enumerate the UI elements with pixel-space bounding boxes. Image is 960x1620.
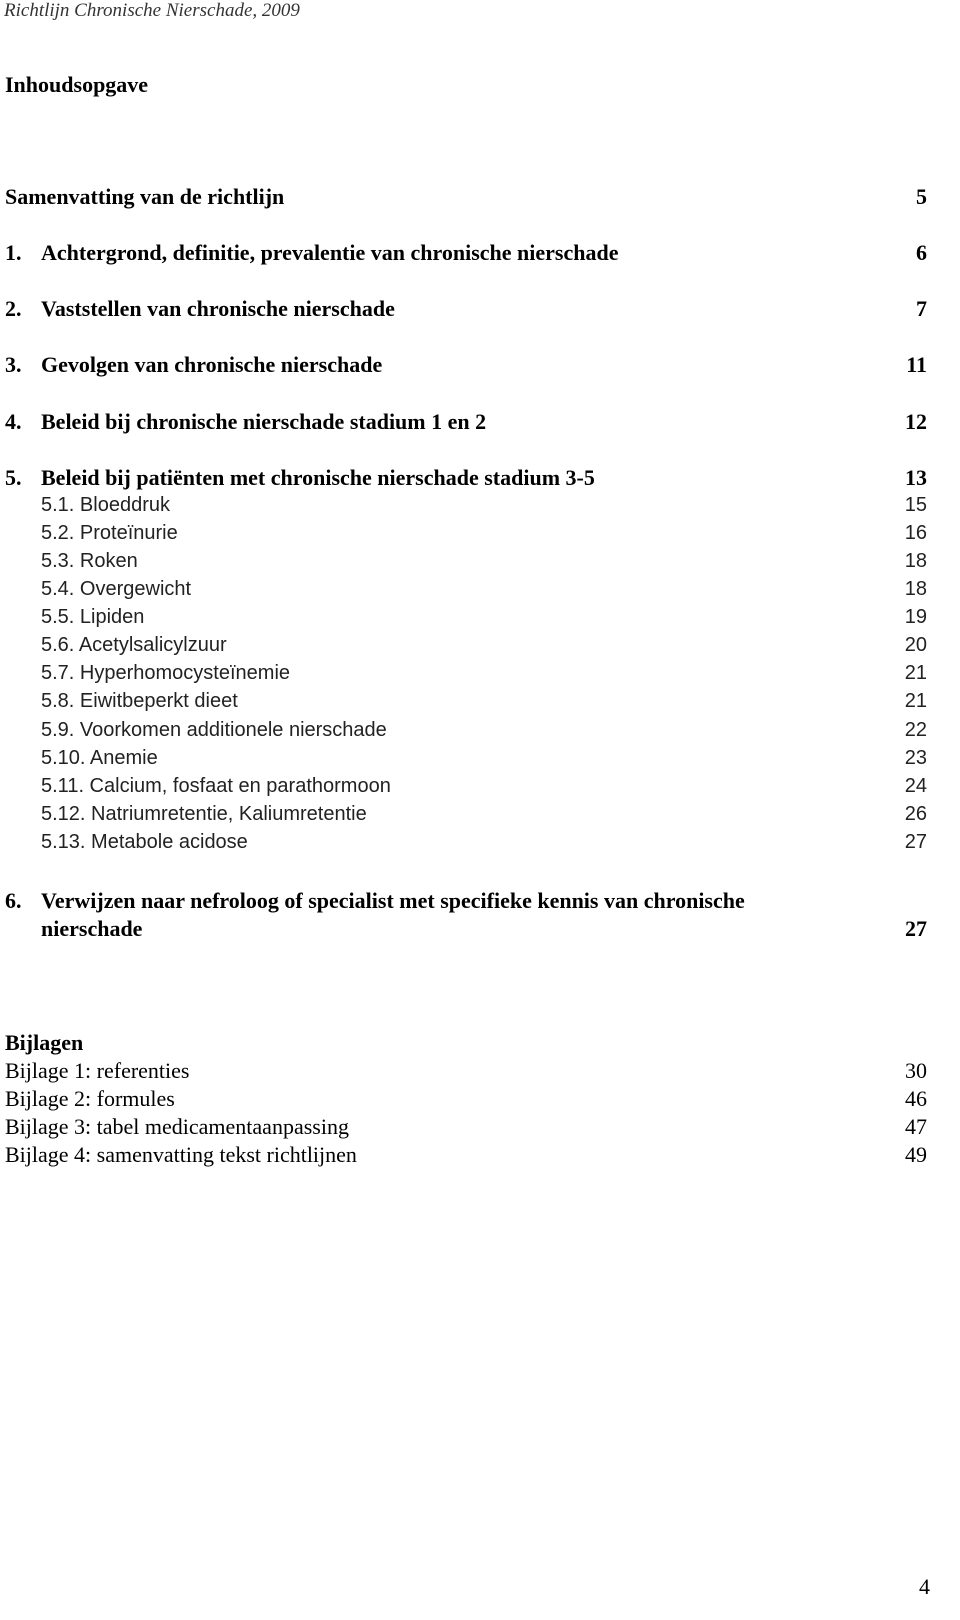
chapter-number: 2. bbox=[5, 296, 22, 321]
appendix-entry[interactable] bbox=[5, 1142, 927, 1168]
toc-entry-chapter-5[interactable] bbox=[5, 465, 927, 491]
toc-entry-label: 5.2. Proteïnurie bbox=[41, 522, 178, 544]
toc-entry-label-continued: nierschade bbox=[41, 916, 143, 941]
toc-entry-label: 5.12. Natriumretentie, Kaliumretentie bbox=[41, 803, 367, 825]
chapter-number: 1. bbox=[5, 240, 22, 265]
toc-entry-chapter-2[interactable] bbox=[5, 296, 927, 322]
toc-entry-label: 5.8. Eiwitbeperkt dieet bbox=[41, 690, 238, 712]
toc-entry-page: 19 bbox=[904, 606, 927, 628]
appendix-page: 30 bbox=[905, 1058, 927, 1083]
appendix-page: 47 bbox=[905, 1114, 927, 1139]
toc-entry-label: Samenvatting van de richtlijn bbox=[5, 184, 285, 209]
toc-entry-subsection[interactable] bbox=[5, 494, 927, 517]
toc-entry-chapter-3[interactable] bbox=[5, 352, 927, 378]
toc-entry-page: 27 bbox=[904, 831, 927, 853]
toc-entry-subsection[interactable] bbox=[5, 634, 927, 657]
toc-entry-subsection[interactable] bbox=[5, 747, 927, 770]
toc-entry-subsection[interactable] bbox=[5, 775, 927, 798]
toc-entry-label: 5.11. Calcium, fosfaat en parathormoon bbox=[41, 775, 391, 797]
toc-entry-subsection[interactable] bbox=[5, 550, 927, 573]
toc-entry-label: 5.10. Anemie bbox=[41, 747, 158, 769]
toc-entry-label: 5.6. Acetylsalicylzuur bbox=[41, 634, 227, 656]
toc-entry-subsection[interactable] bbox=[5, 690, 927, 713]
toc-entry-chapter-4[interactable] bbox=[5, 409, 927, 435]
toc-entry-summary[interactable] bbox=[5, 184, 927, 210]
toc-entry-label: 5.9. Voorkomen additionele nierschade bbox=[41, 719, 387, 741]
toc-entry-page: 18 bbox=[904, 578, 927, 600]
chapter-number: 6. bbox=[5, 888, 22, 913]
toc-entry-label: Gevolgen van chronische nierschade bbox=[41, 352, 383, 377]
toc-title: Inhoudsopgave bbox=[5, 72, 149, 97]
running-header: Richtlijn Chronische Nierschade, 2009 bbox=[4, 0, 300, 21]
chapter-number: 3. bbox=[5, 352, 22, 377]
appendix-page: 49 bbox=[905, 1142, 927, 1167]
toc-entry-page: 15 bbox=[904, 494, 927, 516]
toc-entry-subsection[interactable] bbox=[5, 662, 927, 685]
toc-entry-page: 7 bbox=[916, 296, 927, 321]
appendix-label: Bijlage 1: referenties bbox=[5, 1058, 190, 1083]
appendix-label: Bijlage 3: tabel medicamentaanpassing bbox=[5, 1114, 349, 1139]
appendices-title: Bijlagen bbox=[5, 1030, 84, 1055]
appendix-entry[interactable] bbox=[5, 1058, 927, 1084]
toc-entry-page: 23 bbox=[904, 747, 927, 769]
chapter-number: 4. bbox=[5, 409, 22, 434]
toc-entry-label: 5.1. Bloeddruk bbox=[41, 494, 170, 516]
toc-entry-page: 16 bbox=[904, 522, 927, 544]
toc-entry-label: Vaststellen van chronische nierschade bbox=[41, 296, 395, 321]
toc-entry-label: 5.7. Hyperhomocysteïnemie bbox=[41, 662, 291, 684]
toc-entry-page: 20 bbox=[904, 634, 927, 656]
page-number: 4 bbox=[919, 1574, 930, 1599]
toc-entry-subsection[interactable] bbox=[5, 831, 927, 854]
toc-entry-subsection[interactable] bbox=[5, 606, 927, 629]
toc-entry-page: 6 bbox=[916, 240, 927, 265]
toc-entry-page: 27 bbox=[905, 916, 927, 941]
appendix-label: Bijlage 2: formules bbox=[5, 1086, 175, 1111]
chapter-number: 5. bbox=[5, 465, 22, 490]
toc-entry-page: 26 bbox=[904, 803, 927, 825]
toc-entry-page: 5 bbox=[916, 184, 927, 209]
toc-entry-label: Achtergrond, definitie, prevalentie van chronische nierschade bbox=[41, 240, 619, 265]
toc-entry-page: 13 bbox=[905, 465, 927, 490]
toc-entry-label: 5.3. Roken bbox=[41, 550, 138, 572]
toc-entry-chapter-1[interactable] bbox=[5, 240, 927, 266]
toc-entry-page: 12 bbox=[905, 409, 927, 434]
toc-entry-page: 24 bbox=[904, 775, 927, 797]
appendix-page: 46 bbox=[905, 1086, 927, 1111]
toc-entry-subsection[interactable] bbox=[5, 803, 927, 826]
toc-entry-label: Beleid bij chronische nierschade stadium 1 en 2 bbox=[41, 409, 487, 434]
toc-entry-page: 11 bbox=[906, 352, 927, 377]
toc-entry-page: 22 bbox=[904, 719, 927, 741]
toc-entry-label: 5.5. Lipiden bbox=[41, 606, 145, 628]
appendix-entry[interactable] bbox=[5, 1086, 927, 1112]
toc-entry-page: 21 bbox=[904, 690, 927, 712]
toc-entry-subsection[interactable] bbox=[5, 522, 927, 545]
appendix-entry[interactable] bbox=[5, 1114, 927, 1140]
appendix-label: Bijlage 4: samenvatting tekst richtlijnen bbox=[5, 1142, 357, 1167]
toc-entry-label: 5.13. Metabole acidose bbox=[41, 831, 248, 853]
toc-entry-label: Beleid bij patiënten met chronische nierschade stadium 3-5 bbox=[41, 465, 595, 490]
toc-entry-subsection[interactable] bbox=[5, 578, 927, 601]
toc-entry-page: 21 bbox=[904, 662, 927, 684]
toc-entry-page: 18 bbox=[904, 550, 927, 572]
toc-entry-label: Verwijzen naar nefroloog of specialist met specifieke kennis van chronische bbox=[41, 888, 745, 913]
toc-entry-label: 5.4. Overgewicht bbox=[41, 578, 192, 600]
toc-entry-subsection[interactable] bbox=[5, 719, 927, 742]
